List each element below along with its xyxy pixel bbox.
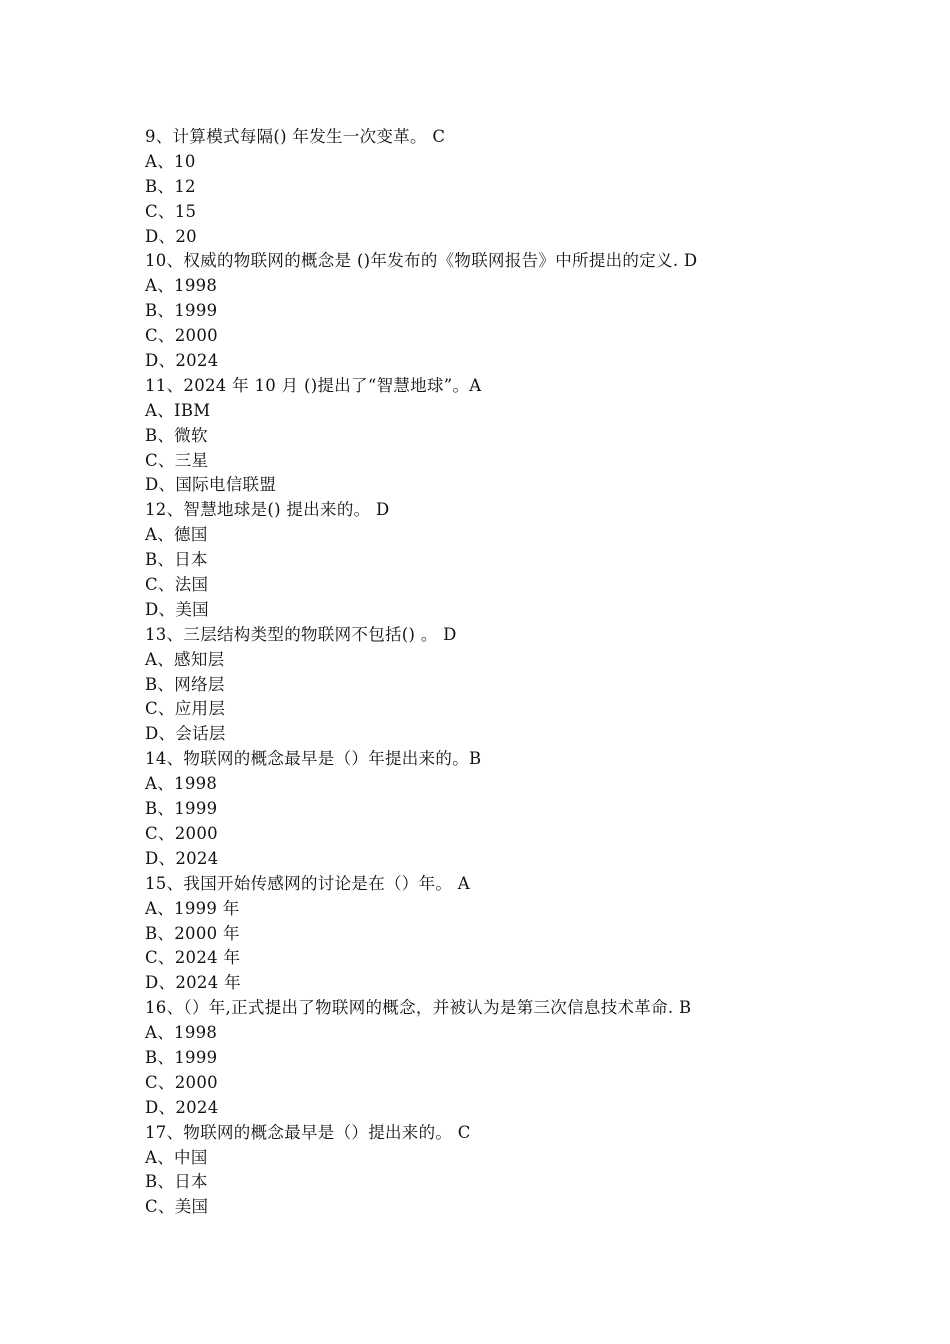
question-stem: 14、物联网的概念最早是（）年提出来的。B (145, 749, 482, 769)
option-b: B、网络层 (145, 674, 225, 694)
option-d: D、2024 年 (145, 973, 241, 993)
question-stem: 15、我国开始传感网的讨论是在（）年。 A (145, 873, 470, 893)
option-c: C、2024 年 (145, 948, 241, 968)
option-a: A、1998 (145, 774, 218, 794)
option-c: C、法国 (145, 575, 209, 595)
option-b: B、1999 (145, 301, 218, 321)
question-block (145, 747, 905, 871)
question-block (145, 125, 905, 249)
option-b: B、日本 (145, 1172, 208, 1192)
option-c: C、应用层 (145, 699, 226, 719)
option-c: C、2000 (145, 1072, 218, 1092)
option-b: B、2000 年 (145, 923, 240, 943)
option-b: B、12 (145, 176, 196, 196)
option-a: A、IBM (145, 400, 211, 420)
question-stem: 13、三层结构类型的物联网不包括() 。 D (145, 624, 457, 644)
option-d: D、20 (145, 226, 197, 246)
question-block (145, 1121, 905, 1221)
option-a: A、1998 (145, 1023, 218, 1043)
option-c: C、2000 (145, 823, 218, 843)
question-stem: 9、计算模式每隔() 年发生一次变革。 C (145, 127, 446, 146)
question-block (145, 623, 905, 747)
option-a: A、中国 (145, 1147, 208, 1167)
option-b: B、1999 (145, 1047, 218, 1067)
option-a: A、10 (145, 151, 196, 171)
option-b: B、日本 (145, 550, 208, 570)
option-c: C、2000 (145, 326, 218, 346)
question-block (145, 374, 905, 498)
option-d: D、2024 (145, 848, 219, 868)
question-stem: 16、（）年,正式提出了物联网的概念，并被认为是第三次信息技术革命. B (145, 998, 692, 1018)
document-page (145, 125, 905, 1220)
option-b: B、微软 (145, 425, 208, 445)
option-b: B、1999 (145, 799, 218, 819)
question-stem: 10、权威的物联网的概念是 ()年发布的《物联网报告》中所提出的定义. D (145, 251, 698, 271)
option-d: D、2024 (145, 351, 219, 371)
question-block (145, 498, 905, 622)
option-c: C、美国 (145, 1197, 209, 1217)
option-d: D、美国 (145, 599, 209, 619)
option-a: A、1998 (145, 276, 218, 296)
option-c: C、15 (145, 201, 197, 221)
option-d: D、国际电信联盟 (145, 475, 277, 495)
option-a: A、1999 年 (145, 898, 240, 918)
question-stem: 12、智慧地球是() 提出来的。 D (145, 500, 390, 520)
question-block (145, 996, 905, 1120)
option-d: D、2024 (145, 1097, 219, 1117)
option-c: C、三星 (145, 450, 209, 470)
question-block (145, 249, 905, 373)
option-a: A、德国 (145, 525, 208, 545)
question-stem: 17、物联网的概念最早是（）提出来的。 C (145, 1122, 471, 1142)
question-block (145, 872, 905, 996)
option-d: D、会话层 (145, 724, 226, 744)
question-stem: 11、2024 年 10 月 ()提出了“智慧地球”。A (145, 375, 482, 395)
option-a: A、感知层 (145, 649, 225, 669)
